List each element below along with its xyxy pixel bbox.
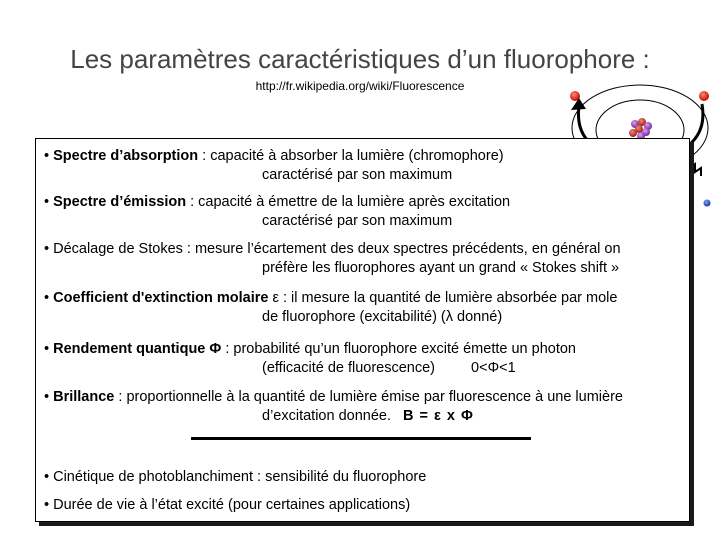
- list-item: • Durée de vie à l’état excité (pour certaines applications): [44, 497, 411, 513]
- list-item: • Spectre d’absorption : capacité à absorber la lumière (chromophore) caractérisé par son maximum: [44, 148, 504, 183]
- list-item: • Spectre d’émission : capacité à émettre de la lumière après excitation caractérisé par son maximum: [44, 194, 511, 229]
- divider: [191, 437, 531, 440]
- brillance-formula: B = ε x Φ: [403, 408, 474, 424]
- source-url: http://fr.wikipedia.org/wiki/Fluorescence: [255, 79, 465, 93]
- electron-top-right: [699, 91, 709, 101]
- list-item: • Cinétique de photoblanchiment : sensibilité du fluorophore: [44, 469, 427, 485]
- nucleus: [629, 118, 652, 140]
- content-box: [35, 138, 690, 522]
- list-item: • Coefficient d'extinction molaire ε : il mesure la quantité de lumière absorbée par mole de fluorophore (excitabilité) (λ donné): [44, 290, 618, 325]
- slide-title: Les paramètres caractéristiques d’un fluorophore :: [70, 44, 650, 74]
- photon-right: [704, 200, 711, 207]
- list-item: • Décalage de Stokes : mesure l’écartement des deux spectres précédents, en général on préfère les fluorophores ayant un grand « Stokes shift »: [44, 241, 621, 276]
- list-item: • Rendement quantique Φ : probabilité qu’un fluorophore excité émette un photon (efficacité de fluorescence) 0<Φ<1: [44, 341, 576, 376]
- list-item: • Brillance : proportionnelle à la quantité de lumière émise par fluorescence à une lumière d’excitation donnée. B = ε x Φ: [44, 389, 623, 424]
